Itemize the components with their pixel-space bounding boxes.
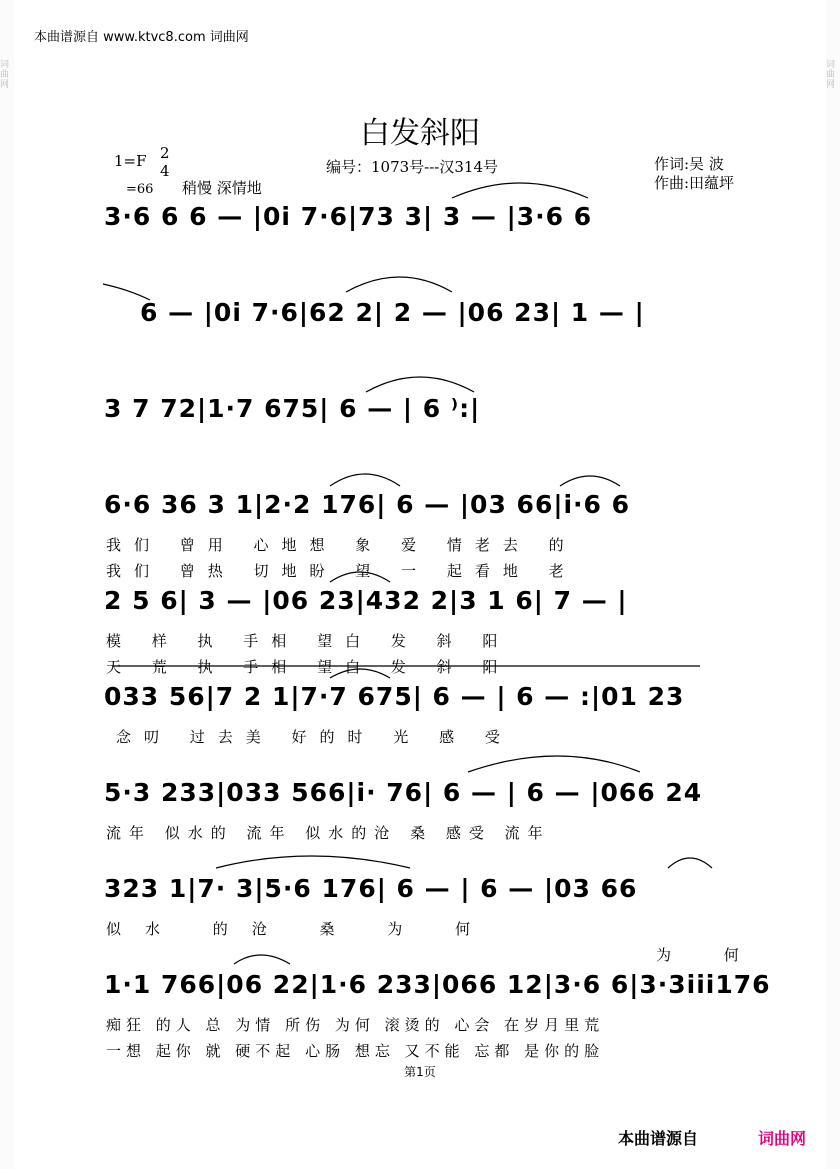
key-signature: 1=F (114, 152, 147, 170)
slur (330, 474, 400, 486)
lyric-line: 念叨 过去美 好的时 光 感 受 (116, 728, 513, 746)
composer: 作曲:田蕴坪 (654, 174, 735, 192)
notation-row: 6·6 36 3 1|2·2 176| 6 — |03 66|i·6 6 (104, 490, 631, 519)
notation-row: 3 7 72|1·7 675| 6 — | 6 ⁾:| (104, 394, 481, 423)
notation-row: 6 — |0i 7·6|62 2| 2 — |06 23| 1 — | (140, 298, 645, 327)
slur (234, 955, 290, 964)
lyricist: 作词:吴 波 (654, 155, 724, 173)
slur (366, 377, 474, 392)
tempo: =66 (126, 182, 154, 197)
time-signature-top: 2 (160, 144, 170, 162)
slur (330, 572, 390, 582)
footer-source-label: 本曲谱源自 (617, 1129, 698, 1148)
notation-row: 323 1|7· 3|5·6 176| 6 — | 6 — |03 66 (104, 874, 638, 903)
lyric-line: 天 荒 执 手相 望白 发 斜 阳 (106, 658, 511, 676)
lyric-line: 痴狂 的人 总 为情 所伤 为何 滚烫的 心会 在岁月里荒 (106, 1016, 605, 1034)
slur (560, 476, 620, 486)
slur (452, 183, 588, 198)
source-header: 本曲谱源自 www.ktvc8.com 词曲网 (34, 30, 249, 45)
notation-row: 1·1 766|06 22|1·6 233|066 12|3·6 6|3·3iii176 (104, 970, 771, 999)
lyric-line: 我们 曾用 心地想 象 爱 情老去 的 (106, 536, 577, 554)
lyric-line: 模 样 执 手相 望白 发 斜 阳 (106, 632, 511, 650)
notation-row: 2 5 6| 3 — |06 23|432 2|3 1 6| 7 — | (104, 586, 628, 615)
time-signature-bottom: 4 (160, 162, 170, 180)
notation-row: 5·3 233|033 566|i· 76| 6 — | 6 — |066 24 (104, 778, 703, 807)
watermark-text: 词曲网 (0, 60, 10, 90)
lyric-line: 似水 的沧 桑 为 何 (106, 920, 495, 938)
lyric-line: 一想 起你 就 硬不起 心肠 想忘 又不能 忘都 是你的脸 (106, 1042, 605, 1060)
slur (103, 284, 150, 300)
watermark-text: 词曲网 (826, 60, 836, 90)
notation-row: 033 56|7 2 1|7·7 675| 6 — | 6 — :|01 23 (104, 682, 685, 711)
page-number: 第1页 (404, 1065, 436, 1079)
notation-row: 3·6 6 6 — |0i 7·6|73 3| 3 — |3·6 6 (104, 202, 593, 231)
slur (346, 277, 452, 292)
page-title: 白发斜阳 (360, 116, 480, 151)
lyric-line: 为 何 (656, 946, 763, 964)
slur (330, 669, 390, 678)
footer-brand[interactable]: 词曲网 (757, 1129, 806, 1148)
slur (668, 858, 712, 868)
expression: 稍慢 深情地 (182, 179, 262, 197)
score-number: 编号：1073号---汉314号 (326, 158, 499, 176)
lyric-line: 我们 曾热 切地盼 望 一 起看地 老 (106, 562, 577, 580)
lyric-line: 流年 似水的 流年 似水的沧 桑 感受 流年 (106, 824, 551, 842)
slur (468, 756, 640, 772)
slur (216, 856, 410, 868)
